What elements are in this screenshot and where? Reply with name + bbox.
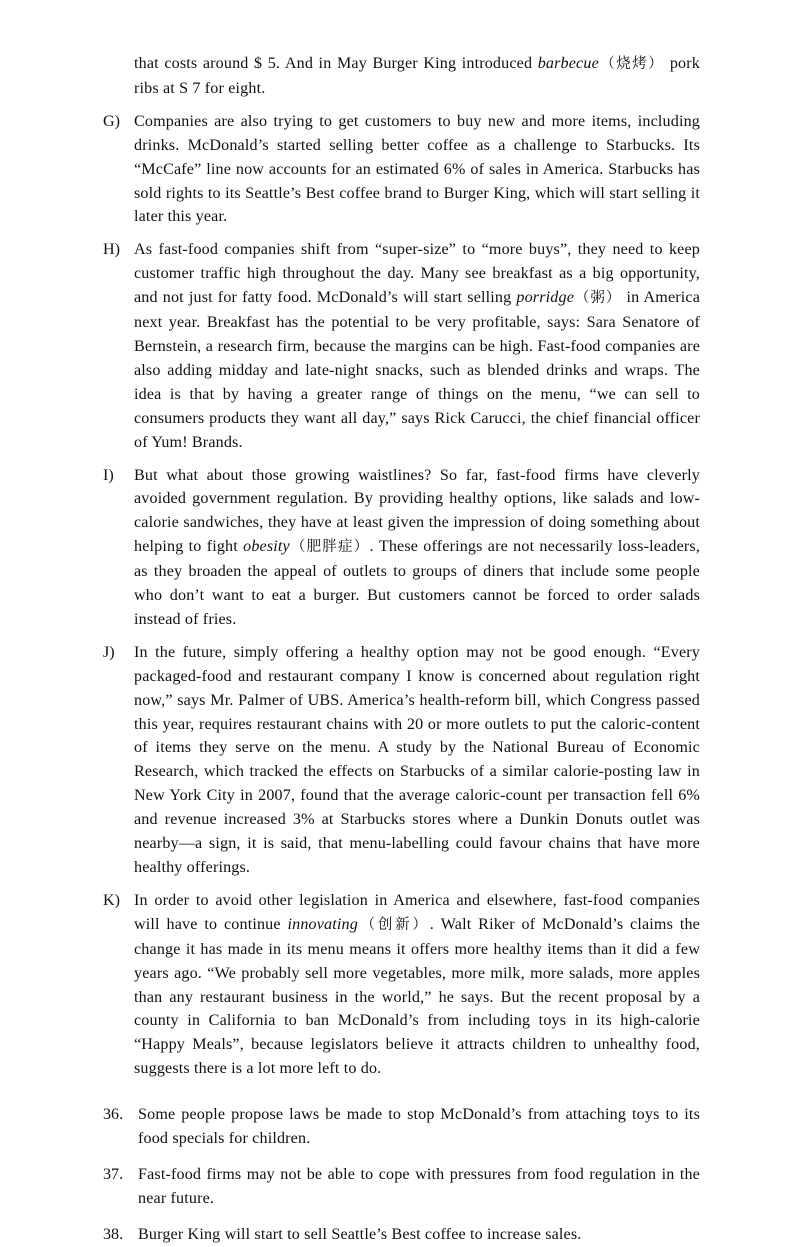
paragraph-text-j: In the future, simply offering a healthy option may not be good enough. “Every packaged-food and restaurant company I know is concerned about regulation right now,” says Mr. Palmer of UBS. America’s health-reform bill, which Congress passed this year, requires restaurant chains with 20 or more outlets to put the caloric-content of items they serve on the menu. A study by the National Bureau of Economic Research, which tracked the effects on Starbucks of a similar calorie-posting law in New York City in 2007, found that the average caloric-count per transaction fell 6% and revenue increased 3% at Starbucks stores where a Dunkin Donuts outlet was nearby—a sign, it is said, that menu-labelling could favour chains that have more healthy offerings.	[134, 643, 700, 876]
paragraph-text-h	[134, 238, 700, 454]
paragraph-text-i	[134, 464, 700, 632]
paragraph-i-italic-term: obesity	[243, 538, 290, 556]
paragraph-k-chinese-gloss: （创新）	[357, 916, 430, 933]
paragraph-h-text-after-gloss: in America next year. Breakfast has the potential to be very profitable, says: Sara Senatore of Bernstein, a research firm, because the margins can be high. Fast-food companies are also adding midday and late-night snacks, such as blended drinks and wraps. The idea is that by having a greater range of things on the menu, “we can sell to consumers products they want all day,” says Rick Carucci, the chief financial officer of Yum! Brands.	[134, 289, 701, 451]
paragraph-i-chinese-gloss: （肥胖症）	[289, 539, 370, 556]
question-list	[103, 1103, 700, 1247]
question-text-37: Fast-food firms may not be able to cope with pressures from food regulation in the near future.	[138, 1165, 700, 1207]
continuation-chinese-gloss: （烧烤）	[598, 56, 665, 72]
paragraph-item-h	[103, 238, 700, 454]
question-number-38: 38.	[103, 1225, 124, 1243]
paragraph-i-text-after-gloss: . These offerings are not necessarily loss-leaders, as they broaden the appeal of outlets to groups of diners that include some people who don’t want to eat a burger. But customers cannot be forced to order salads instead of fries.	[134, 538, 701, 628]
paragraph-item-i	[103, 464, 700, 632]
continuation-text-before-italic: that costs around $ 5. And in May Burger King introduced	[134, 55, 538, 72]
continuation-paragraph	[134, 52, 700, 101]
paragraph-text-g: Companies are also trying to get customers to buy new and more items, including drinks. McDonald’s started selling better coffee as a challenge to Starbucks. Its “McCafe” line now accounts for an estimated 6% of sales in America. Starbucks has sold rights to its Seattle’s Best coffee brand to Burger King, which will start selling it later this year.	[134, 112, 700, 226]
paragraph-k-italic-term: innovating	[287, 915, 358, 933]
paragraph-h-italic-term: porridge	[516, 289, 575, 307]
paragraph-label-h: H)	[103, 241, 120, 259]
paragraph-label-i: I)	[103, 466, 114, 484]
question-item-37	[103, 1163, 700, 1211]
paragraph-h-text-before-italic: As fast-food companies shift from “super-size” to “more buys”, they need to keep customer traffic high throughout the day. Many see breakfast as a big opportunity, and not just for fatty food. McDonald’s will start selling	[134, 241, 700, 307]
question-item-36	[103, 1103, 700, 1151]
paragraph-k-text-before-italic: In order to avoid other legislation in America and elsewhere, fast-food companies will have to continue	[134, 891, 700, 933]
paragraph-label-g: G)	[103, 112, 120, 130]
question-item-38	[103, 1223, 700, 1247]
paragraph-label-j: J)	[103, 643, 115, 661]
paragraph-i-text-before-italic: But what about those growing waistlines? So far, fast-food firms have cleverly avoided government regulation. By providing healthy options, like salads and low-calorie sandwiches, they have at least given the impression of doing something about helping to fight	[134, 466, 700, 556]
paragraph-label-k: K)	[103, 891, 120, 909]
paragraph-h-chinese-gloss: （粥）	[574, 290, 622, 307]
continuation-text-after-gloss: pork ribs at S 7 for eight.	[134, 55, 700, 97]
continuation-italic-term: barbecue	[537, 55, 599, 72]
question-number-36: 36.	[103, 1106, 124, 1124]
paragraph-item-g	[103, 110, 700, 230]
paragraph-text-k	[134, 889, 700, 1081]
question-number-37: 37.	[103, 1165, 124, 1183]
question-text-36: Some people propose laws be made to stop McDonald’s from attaching toys to its food specials for children.	[138, 1106, 700, 1148]
document-body	[103, 52, 700, 1247]
paragraph-k-text-after-gloss: . Walt Riker of McDonald’s claims the change it has made in its menu means it offers more healthy items than it did a few years ago. “We probably sell more vegetables, more milk, more salads, more apples than any restaurant business in the world,” he says. But the recent proposal by a county in California to ban McDonald’s from including toys in its high-calorie “Happy Meals”, because legislators believe it attracts children to unhealthy food, suggests there is a lot more left to do.	[134, 915, 700, 1078]
paragraph-item-j	[103, 641, 700, 880]
question-text-38: Burger King will start to sell Seattle’s Best coffee to increase sales.	[138, 1225, 582, 1243]
paragraph-item-k	[103, 889, 700, 1081]
